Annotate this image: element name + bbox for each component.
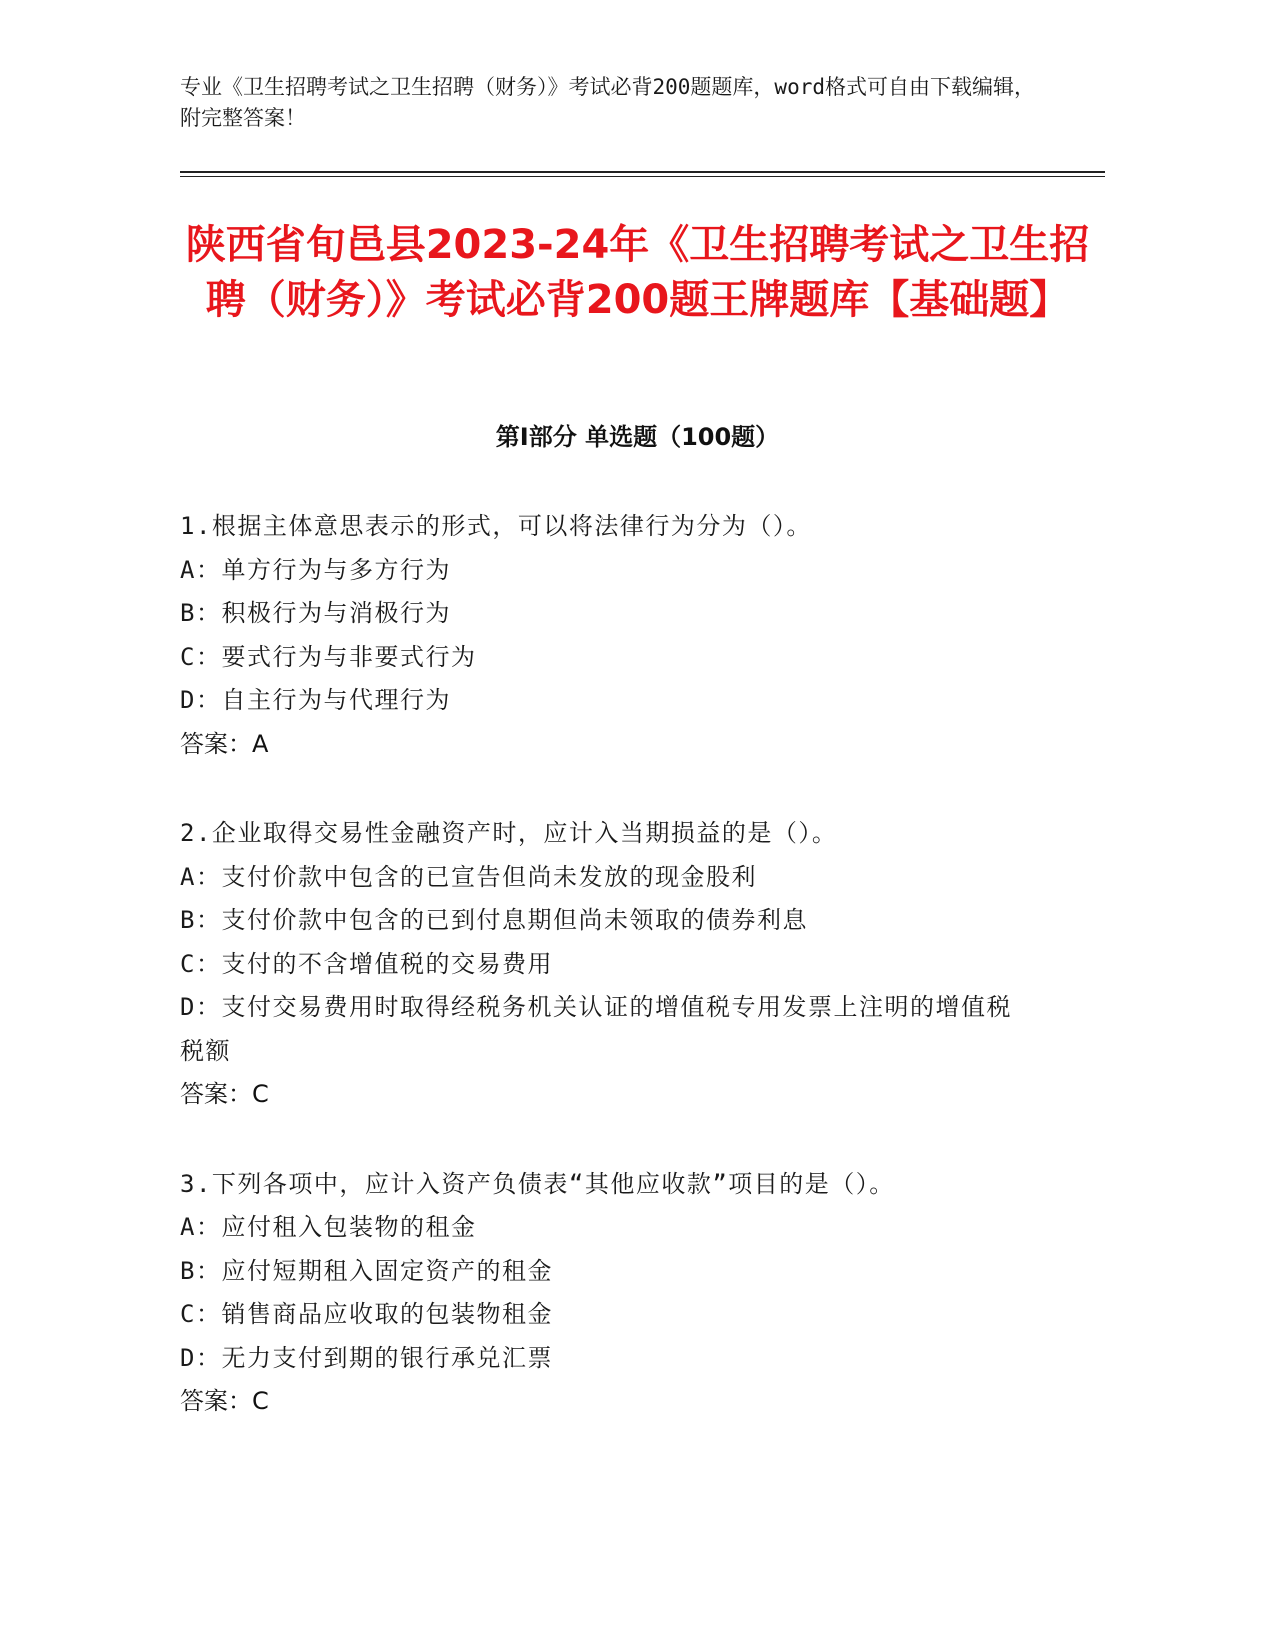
question-1 xyxy=(180,505,1030,766)
option-a: A：应付租入包装物的租金 xyxy=(180,1213,477,1241)
question-3 xyxy=(180,1163,1030,1424)
option-c: C：销售商品应收取的包装物租金 xyxy=(180,1300,553,1328)
question-2 xyxy=(180,812,1030,1117)
option-b: B：积极行为与消极行为 xyxy=(180,599,451,627)
question-stem: 1.根据主体意思表示的形式，可以将法律行为分为（）。 xyxy=(180,512,812,540)
question-stem: 2.企业取得交易性金融资产时，应计入当期损益的是（）。 xyxy=(180,819,838,847)
option-b: B：应付短期租入固定资产的租金 xyxy=(180,1256,553,1285)
header-rule-thin xyxy=(180,176,1105,177)
header-note: 专业《卫生招聘考试之卫生招聘（财务）》考试必背200题题库，word格式可自由下载编辑，附完整答案！ xyxy=(180,75,1035,130)
section-title: 第Ⅰ部分 单选题（100题） xyxy=(495,423,780,451)
option-d: D：支付交易费用时取得经税务机关认证的增值税专用发票上注明的增值税税额 xyxy=(180,993,1012,1065)
question-list xyxy=(180,505,1030,1470)
answer: 答案：C xyxy=(180,1387,269,1415)
option-d: D：无力支付到期的银行承兑汇票 xyxy=(180,1343,553,1372)
question-stem: 3.下列各项中，应计入资产负债表“其他应收款”项目的是（）。 xyxy=(180,1169,895,1198)
option-a: A：单方行为与多方行为 xyxy=(180,555,451,584)
option-c: C：支付的不含增值税的交易费用 xyxy=(180,949,553,978)
answer: 答案：C xyxy=(180,1080,269,1108)
answer: 答案：A xyxy=(180,729,269,758)
document-title: 陕西省旬邑县2023-24年《卫生招聘考试之卫生招聘（财务）》考试必背200题王牌题库【基础题】 xyxy=(185,222,1090,323)
option-c: C：要式行为与非要式行为 xyxy=(180,642,477,671)
option-a: A：支付价款中包含的已宣告但尚未发放的现金股利 xyxy=(180,862,757,891)
option-b: B：支付价款中包含的已到付息期但尚未领取的债券利息 xyxy=(180,906,808,934)
header-rule-thick xyxy=(180,171,1105,173)
option-d: D：自主行为与代理行为 xyxy=(180,686,451,714)
